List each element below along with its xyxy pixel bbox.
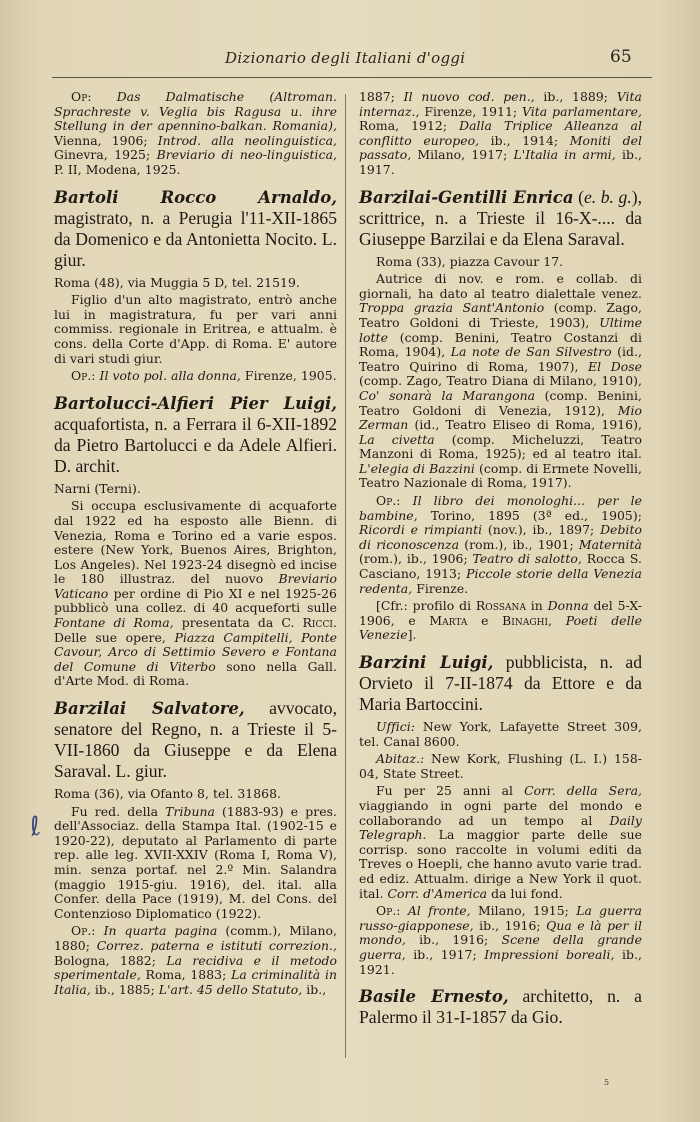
- page-number: 65: [610, 47, 632, 67]
- entry-biography: Fu per 25 anni al Corr. della Sera, viaggiando in ogni parte del mondo e collaborando ad un tempo al Daily Telegraph. La maggior parte delle sue corrisp. sono raccolte in volumi editi da Treves o Hoepli, che hanno avuto varie trad. ed ediz. Attualm. dirige a New York il quot. ital. Corr. d'America da lui fond.: [359, 783, 642, 901]
- entry-heading: Bartoli Rocco Arnaldo, magistrato, n. a Perugia l'11-XII-1865 da Domenico e da Antonietta Nocito. L. giur.: [54, 187, 337, 270]
- entry-heading: Bartolucci-Alfieri Pier Luigi, acquafortista, n. a Ferrara il 6-XII-1892 da Pietro Bartolucci e da Adele Alfieri. D. archit.: [54, 393, 337, 476]
- header-rule: [52, 77, 652, 78]
- entry-references: [Cfr.: profilo di Rossana in Donna del 5-X-1906, e Marta e Binaghi, Poeti delle Venezie].: [359, 598, 642, 643]
- entry-address: Roma (33), piazza Cavour 17.: [376, 253, 564, 269]
- entry-name: Bartolucci-Alfieri Pier Luigi,: [54, 393, 337, 413]
- entry-biography: Fu red. della Tribuna (1883-93) e pres. dell'Associaz. della Stampa Ital. (1902-15 e 1920-22), deputato al Parlamento di parte rep. alle leg. XVII-XXIV (Roma I, Roma V), min. senza portaf. nel 2.º Min. Salandra (maggio 1915-giu. 1916), del. ital. alla Confer. della Pace (1919), M. del Cons. del Contenzioso Diplomatico (1922).: [54, 803, 337, 921]
- entry-office-address: Uffici: New York, Lafayette Street 309, tel. Canal 8600.: [359, 719, 642, 749]
- entry-works: Op.: Il voto pol. alla donna, Firenze, 1905.: [71, 368, 337, 384]
- entry-bartoli: [54, 187, 337, 384]
- entry-bartolucci-alfieri: [54, 393, 337, 689]
- entry-name: Basile Ernesto,: [359, 987, 509, 1007]
- entry-heading: Basile Ernesto, architetto, n. a Palermo il 31-I-1857 da Gio.: [359, 986, 642, 1028]
- column-divider: [345, 94, 346, 1058]
- entry-op-continuation: [54, 90, 337, 178]
- entry-barzilai-continuation: [359, 90, 642, 178]
- entry-heading: Barzilai-Gentilli Enrica (e. b. g.), scrittrice, n. a Trieste il 16-X-.... da Giuseppe Barzilai e da Elena Saraval.: [359, 186, 642, 249]
- entry-address: Narni (Terni).: [54, 480, 141, 496]
- entry-barzilai-salvatore: [54, 698, 337, 997]
- entry-biography: Figlio d'un alto magistrato, entrò anche lui in magistratura, fu per vari anni commiss. regionale in Eritrea, e attualm. è cons. della Corte d'App. di Roma. E' autore di vari studi giur.: [54, 292, 337, 366]
- entry-name: Barzilai-Gentilli Enrica: [359, 187, 574, 207]
- left-column: [54, 90, 337, 1006]
- entry-basile: [359, 986, 642, 1028]
- signature-mark: 5: [604, 1078, 610, 1087]
- entry-works: Op.: Il libro dei monologhi... per le bambine, Torino, 1895 (3ª ed., 1905); Ricordi e rimpianti (nov.), ib., 1897; Debito di riconoscenza (rom.), ib., 1901; Maternità (rom.), ib., 1906; Teatro di salotto, Rocca S. Casciano, 1913; Piccole storie della Venezia redenta, Firenze.: [359, 493, 642, 596]
- handwritten-mark: ℓ: [26, 811, 44, 843]
- op-list: 1887; Il nuovo cod. pen., ib., 1889; Vita internaz., Firenze, 1911; Vita parlamentare, Roma, 1912; Dalla Triplice Alleanza al conflitto europeo, ib., 1914; Moniti del passato, Milano, 1917; L'Italia in armi, ib., 1917.: [359, 89, 643, 177]
- entry-heading: Barzilai Salvatore, avvocato, senatore del Regno, n. a Trieste il 5-VII-1860 da Giuseppe e da Elena Saraval. L. giur.: [54, 698, 337, 782]
- entry-address: Roma (36), via Ofanto 8, tel. 31868.: [54, 786, 282, 802]
- op-list: Op: Das Dalmatische (Altroman. Sprachreste v. Veglia bis Ragusa u. ihre Stellung in der apennino-balkan. Romania), Vienna, 1906; Introd. alla neolinguistica, Ginevra, 1925; Breviario di neo-linguistica, P. II, Modena, 1925.: [54, 89, 337, 177]
- entry-works: Op.: Al fronte, Milano, 1915; La guerra russo-giapponese, ib., 1916; Qua e là per il mondo, ib., 1916; Scene della grande guerra, ib., 1917; Impressioni boreali, ib., 1921.: [359, 903, 642, 977]
- entry-biography: Autrice di nov. e rom. e collab. di giornali, ha dato al teatro dialettale venez. Troppa grazia Sant'Antonio (comp. Zago, Teatro Goldoni di Trieste, 1903), Ultime lotte (comp. Benini, Teatro Costanzi di Roma, 1904), La note de San Silvestro (id., Teatro Quirino di Roma, 1907), El Dose (comp. Zago, Teatro Diana di Milano, 1910), Co' sonarà la Marangona (comp. Benini, Teatro Goldoni di Venezia, 1912), Mio Zerman (id., Teatro Eliseo di Roma, 1916), La civetta (comp. Micheluzzi, Teatro Manzoni di Roma, 1925); ed al teatro ital. L'elegia di Bazzini (comp. di Ermete Novelli, Teatro Nazionale di Roma, 1917).: [359, 271, 642, 491]
- running-header: [0, 47, 700, 73]
- entry-name: Barzilai Salvatore,: [54, 699, 245, 719]
- right-column: [359, 90, 642, 1037]
- entry-biography: Si occupa esclusivamente di acquaforte dal 1922 ed ha esposto alle Bienn. di Venezia, Roma e Torino ed a varie espos. estere (New York, Buenos Aires, Brighton, Los Angeles). Nel 1923-24 disegnò ed incise le 180 illustraz. del nuovo Breviario Vaticano per ordine di Pio XI e nel 1925-26 pubblicò una collez. di 40 acqueforti sulle Fontane di Roma, presentata da C. Ricci. Delle sue opere, Piazza Campitelli, Ponte Cavour, Arco di Settimio Severo e Fontana del Comune di Viterbo sono nella Gall. d'Arte Mod. di Roma.: [54, 498, 338, 689]
- entry-barzini: [359, 652, 642, 977]
- entry-address: Roma (48), via Muggia 5 D, tel. 21519.: [54, 274, 300, 290]
- entry-name: Barzini Luigi,: [359, 653, 494, 672]
- entry-barzilai-gentilli: [359, 187, 642, 643]
- entry-name: Bartoli Rocco Arnaldo,: [54, 187, 337, 207]
- entry-home-address: Abitaz.: New Kork, Flushing (L. I.) 158-04, State Street.: [359, 751, 642, 781]
- entry-heading: Barzini Luigi, pubblicista, n. ad Orvieto il 7-II-1874 da Ettore e da Maria Bartoccini.: [359, 652, 642, 714]
- entry-works: Op.: In quarta pagina (comm.), Milano, 1880; Correz. paterna e istituti correzion., Bologna, 1882; La recidiva e il metodo sperimentale, Roma, 1883; La criminalità in Italia, ib., 1885; L'art. 45 dello Statuto, ib.,: [54, 923, 337, 997]
- running-title: Dizionario degli Italiani d'oggi: [225, 49, 466, 67]
